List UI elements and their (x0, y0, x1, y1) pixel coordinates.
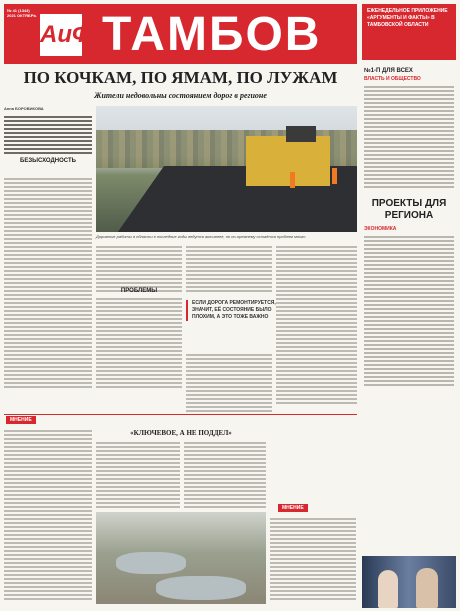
body-text-column (4, 428, 92, 602)
newspaper-title: ТАМБОВ (102, 8, 322, 61)
sidebar-text-block (364, 86, 454, 188)
sidebar-headline: ПРОЕКТЫ ДЛЯ РЕГИОНА (371, 198, 447, 221)
article-headline: ПО КОЧКАМ, ПО ЯМАМ, ПО ЛУЖАМ (23, 68, 338, 87)
body-text-column (184, 440, 266, 510)
asphalt-paver-machine (246, 136, 330, 186)
section-label: МНЕНИЕ (278, 504, 308, 512)
article-subhead: Жители недовольны состоянием дорог в регионе (94, 91, 267, 100)
body-text-column (4, 176, 92, 390)
road-worker (290, 172, 295, 188)
body-text-column (96, 440, 180, 510)
section-label: МНЕНИЕ (6, 416, 36, 424)
pull-quote: ЕСЛИ ДОРОГА РЕМОНТИРУЕТСЯ, ЗНАЧИТ, ЕЁ СОСТОЯНИЕ БЫЛО ПЛОХИМ, А ЭТО ТОЖЕ ВАЖНО (186, 300, 278, 321)
issue-info: № 41 (1343) 2021 ОКТЯБРЬ (7, 8, 37, 18)
section-divider (4, 414, 357, 415)
road-worker (332, 168, 337, 184)
lead-paragraph (4, 116, 92, 154)
body-text-column (276, 244, 357, 406)
sidebar-rubric: №1-П ДЛЯ ВСЕХ (364, 68, 413, 74)
body-text-column (186, 244, 272, 294)
crosshead: ПРОБЛЕМЫ (120, 288, 158, 294)
puddle (116, 552, 186, 574)
photo-caption: Дорожные работы в области в последние годы ведутся активнее, но по-прежнему остаётся проблем много (96, 234, 306, 239)
pothole-road-photo (96, 512, 266, 604)
boxout-headline: «КЛЮЧЕВОЕ, А НЕ ПОДДЕЛ» (130, 429, 232, 437)
sidebar-photo (362, 556, 456, 608)
article-byline: Анна БОРОВИКОВА (4, 106, 44, 111)
paver-cabin (286, 126, 316, 142)
sidebar-box: ЕЖЕНЕДЕЛЬНОЕ ПРИЛОЖЕНИЕ «АРГУМЕНТЫ И ФАКТЫ» В ТАМБОВСКОЙ ОБЛАСТИ (362, 4, 456, 60)
body-text-column (96, 244, 182, 294)
puddle (156, 576, 246, 600)
lead-column (4, 114, 92, 168)
sidebar-text-block-2 (364, 236, 454, 386)
sidebar (362, 4, 456, 390)
main-photo-road-paving (96, 106, 357, 232)
masthead (4, 4, 357, 64)
crosshead: БЕЗЫСХОДНОСТЬ (20, 158, 76, 164)
aif-logo: АиФ (40, 14, 82, 56)
body-text-column (186, 352, 272, 414)
body-text-column (96, 296, 182, 390)
sidebar-kicker: ВЛАСТЬ И ОБЩЕСТВО (364, 76, 421, 82)
person-figure (416, 568, 438, 608)
person-figure (378, 570, 398, 608)
body-text-column (270, 516, 356, 602)
sidebar-kicker-2: ЭКОНОМИКА (364, 226, 397, 232)
